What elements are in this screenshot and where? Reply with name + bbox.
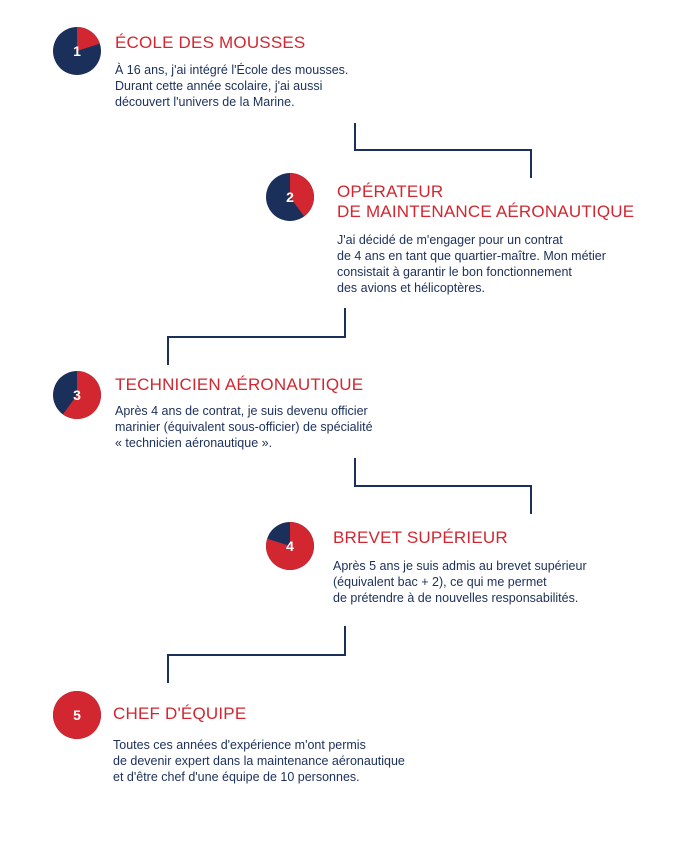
progress-pie-icon [53, 371, 101, 419]
description-line: J'ai décidé de m'engager pour un contrat [337, 233, 563, 247]
step-number: 4 [286, 538, 294, 554]
step-title-line: CHEF D'ÉQUIPE [113, 704, 247, 723]
progress-pie-icon [53, 27, 101, 75]
progress-pie-icon [53, 691, 101, 739]
step-description [115, 403, 373, 451]
description-line: Durant cette année scolaire, j'ai aussi [115, 79, 323, 93]
description-line: (équivalent bac + 2), ce qui me permet [333, 575, 547, 589]
progress-pie-icon [266, 173, 314, 221]
step-description [337, 232, 606, 296]
description-line: Après 5 ans je suis admis au brevet supérieur [333, 559, 587, 573]
progress-pie-icon [266, 522, 314, 570]
description-line: découvert l'univers de la Marine. [115, 95, 295, 109]
description-line: de prétendre à de nouvelles responsabilités. [333, 591, 579, 605]
connector-4-5 [168, 626, 345, 683]
step-number-badge [53, 371, 101, 419]
step-number: 2 [286, 189, 294, 205]
connector-2-3 [168, 308, 345, 365]
step-title [115, 375, 363, 395]
description-line: Toutes ces années d'expérience m'ont permis [113, 738, 366, 752]
step-number-badge [53, 691, 101, 739]
connector-1-2 [355, 123, 531, 178]
step-title-line: OPÉRATEUR [337, 182, 444, 201]
step-number-badge [266, 522, 314, 570]
description-line: de devenir expert dans la maintenance aéronautique [113, 754, 405, 768]
step-number: 1 [73, 43, 81, 59]
description-line: consistait à garantir le bon fonctionnement [337, 265, 572, 279]
step-number: 3 [73, 387, 81, 403]
description-line: et d'être chef d'une équipe de 10 personnes. [113, 770, 360, 784]
step-number: 5 [73, 707, 81, 723]
description-line: marinier (équivalent sous-officier) de spécialité [115, 420, 373, 434]
step-description [333, 558, 587, 606]
step-title-line: BREVET SUPÉRIEUR [333, 528, 508, 547]
step-number-badge [53, 27, 101, 75]
step-title [113, 704, 246, 724]
step-title-line: DE MAINTENANCE AÉRONAUTIQUE [337, 202, 635, 221]
step-title [115, 33, 305, 53]
description-line: « technicien aéronautique ». [115, 436, 273, 450]
step-description [115, 62, 348, 110]
step-title-line: TECHNICIEN AÉRONAUTIQUE [115, 375, 364, 394]
step-title [333, 528, 508, 548]
step-title [337, 182, 634, 222]
step-description [113, 737, 405, 785]
description-line: de 4 ans en tant que quartier-maître. Mon métier [337, 249, 606, 263]
connector-3-4 [355, 458, 531, 514]
description-line: Après 4 ans de contrat, je suis devenu officier [115, 404, 368, 418]
description-line: des avions et hélicoptères. [337, 281, 486, 295]
description-line: À 16 ans, j'ai intégré l'École des mousses. [115, 63, 349, 77]
step-title-line: ÉCOLE DES MOUSSES [115, 33, 306, 52]
step-number-badge [266, 173, 314, 221]
